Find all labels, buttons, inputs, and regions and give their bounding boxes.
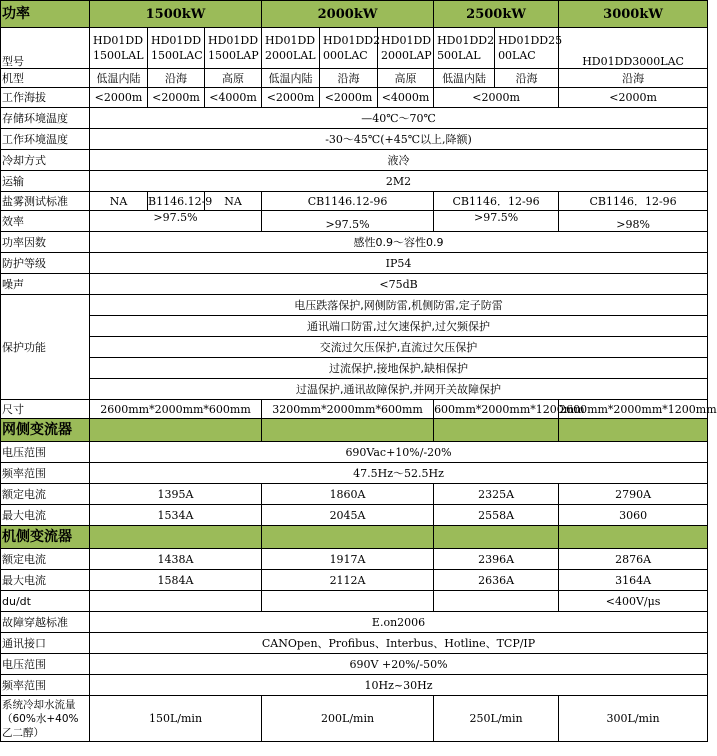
water-flow-row: [1, 696, 708, 742]
protection-functions-label: 保护功能: [1, 295, 90, 400]
type-cell: 沿海: [148, 69, 205, 88]
model-cell: HD01DD 1500LAP: [205, 28, 262, 69]
model-cell: HD01DD 2000LAL: [262, 28, 320, 69]
protection-function-row: [1, 358, 708, 379]
gen-freq-value: 10Hz~30Hz: [90, 675, 708, 696]
gen-rated-cell: 1917A: [262, 549, 434, 570]
cooling-row: [1, 150, 708, 171]
type-cell: 低温内陆: [90, 69, 148, 88]
grid-rated-cell: 2325A: [434, 484, 559, 505]
protection-grade-label: 防护等级: [1, 253, 90, 274]
power-label: 功率: [1, 1, 90, 28]
gen-rated-cell: 2396A: [434, 549, 559, 570]
comm-label: 通讯接口: [1, 633, 90, 654]
protection-function-row: [1, 379, 708, 400]
protection-function-row: [1, 295, 708, 316]
transport-row: [1, 171, 708, 192]
power-2500: 2500kW: [434, 1, 559, 28]
size-cell: 3200mm*2000mm*600mm: [262, 400, 434, 419]
storage-temp-label: 存储环境温度: [1, 108, 90, 129]
fault-label: 故障穿越标准: [1, 612, 90, 633]
water-flow-cell: 200L/min: [262, 696, 434, 742]
fault-value: E.on2006: [90, 612, 708, 633]
storage-temp-value: —40℃～70℃: [90, 108, 708, 129]
power-factor-value: 感性0.9～容性0.9: [90, 232, 708, 253]
power-2000: 2000kW: [262, 1, 434, 28]
model-cell: HD01DD2 500LAL: [434, 28, 495, 69]
gen-voltage-value: 690V +20%/-50%: [90, 654, 708, 675]
altitude-cell: <4000m: [378, 88, 434, 108]
type-cell: 低温内陆: [434, 69, 495, 88]
noise-label: 噪声: [1, 274, 90, 295]
gen-max-cell: 2636A: [434, 570, 559, 591]
power-factor-row: [1, 232, 708, 253]
salt-fog-cell: CB1146．12-96: [434, 192, 559, 211]
gen-rated-row: [1, 549, 708, 570]
gen-max-label: 最大电流: [1, 570, 90, 591]
water-flow-cell: 300L/min: [559, 696, 708, 742]
grid-voltage-label: 电压范围: [1, 442, 90, 463]
work-temp-value: -30～45℃(+45℃以上,降额): [90, 129, 708, 150]
altitude-cell: <4000m: [205, 88, 262, 108]
grid-max-label: 最大电流: [1, 505, 90, 526]
dudt-cell: [434, 591, 559, 612]
grid-rated-cell: 1860A: [262, 484, 434, 505]
protection-function-row: [1, 337, 708, 358]
efficiency-row: [1, 211, 708, 232]
model-cell: HD01DD 2000LAP: [378, 28, 434, 69]
efficiency-cell: >97.5%: [90, 211, 262, 232]
water-flow-cell: 250L/min: [434, 696, 559, 742]
gen-freq-row: [1, 675, 708, 696]
dudt-label: du/dt: [1, 591, 90, 612]
grid-max-cell: 1534A: [90, 505, 262, 526]
altitude-cell: <2000m: [148, 88, 205, 108]
salt-fog-row: [1, 192, 708, 211]
work-temp-row: [1, 129, 708, 150]
storage-temp-row: [1, 108, 708, 129]
salt-fog-label: 盐雾测试标准: [1, 192, 90, 211]
altitude-label: 工作海拔: [1, 88, 90, 108]
gen-voltage-row: [1, 654, 708, 675]
model-cell: HD01DD2 000LAC: [320, 28, 378, 69]
size-cell: 2600mm*2000mm*600mm: [90, 400, 262, 419]
salt-fog-cell: CB1146．12-96: [559, 192, 708, 211]
gen-freq-label: 频率范围: [1, 675, 90, 696]
grid-freq-row: [1, 463, 708, 484]
salt-fog-cell: CB1146.12-96: [262, 192, 434, 211]
work-temp-label: 工作环境温度: [1, 129, 90, 150]
grid-voltage-row: [1, 442, 708, 463]
water-flow-label: 系统冷却水流量（60%水+40%乙二醇）: [1, 696, 90, 742]
size-cell: 2600mm*2000mm*1200mm: [559, 400, 708, 419]
cooling-label: 冷却方式: [1, 150, 90, 171]
type-cell: 沿海: [495, 69, 559, 88]
altitude-row: [1, 88, 708, 108]
gen-max-cell: 3164A: [559, 570, 708, 591]
model-row: [1, 28, 708, 69]
type-cell: 沿海: [559, 69, 708, 88]
grid-voltage-value: 690Vac+10%/-20%: [90, 442, 708, 463]
protection-function-item: 电压跌落保护,网侧防雷,机侧防雷,定子防雷: [90, 295, 708, 316]
gen-section-row: [1, 526, 708, 549]
protection-function-item: 交流过欠压保护,直流过欠压保护: [90, 337, 708, 358]
protection-grade-value: IP54: [90, 253, 708, 274]
protection-function-item: 过温保护,通讯故障保护,并网开关故障保护: [90, 379, 708, 400]
dudt-row: [1, 591, 708, 612]
grid-max-cell: 3060: [559, 505, 708, 526]
altitude-cell: <2000m: [559, 88, 708, 108]
dudt-cell: [262, 591, 434, 612]
efficiency-cell: >97.5%: [262, 211, 434, 232]
type-cell: 高原: [378, 69, 434, 88]
salt-fog-cell: NA: [205, 192, 262, 211]
grid-rated-cell: 2790A: [559, 484, 708, 505]
comm-value: CANOpen、Profibus、Interbus、Hotline、TCP/IP: [90, 633, 708, 654]
size-label: 尺寸: [1, 400, 90, 419]
size-row: [1, 400, 708, 419]
transport-label: 运输: [1, 171, 90, 192]
power-header-row: [1, 1, 708, 28]
gen-voltage-label: 电压范围: [1, 654, 90, 675]
grid-max-cell: 2045A: [262, 505, 434, 526]
grid-section-title: 网侧变流器: [1, 419, 90, 442]
noise-row: [1, 274, 708, 295]
type-label: 机型: [1, 69, 90, 88]
comm-row: [1, 633, 708, 654]
protection-grade-row: [1, 253, 708, 274]
power-1500: 1500kW: [90, 1, 262, 28]
grid-section-row: [1, 419, 708, 442]
power-3000: 3000kW: [559, 1, 708, 28]
efficiency-cell: >97.5%: [434, 211, 559, 232]
altitude-cell: <2000m: [90, 88, 148, 108]
water-flow-cell: 150L/min: [90, 696, 262, 742]
dudt-cell: <400V/μs: [559, 591, 708, 612]
altitude-cell: <2000m: [262, 88, 320, 108]
model-label: 型号: [1, 28, 90, 69]
gen-max-cell: 1584A: [90, 570, 262, 591]
grid-max-cell: 2558A: [434, 505, 559, 526]
type-cell: 高原: [205, 69, 262, 88]
altitude-cell: <2000m: [320, 88, 378, 108]
model-cell: HD01DD25 00LAC: [495, 28, 559, 69]
type-cell: 低温内陆: [262, 69, 320, 88]
type-cell: 沿海: [320, 69, 378, 88]
efficiency-cell: >98%: [559, 211, 708, 232]
model-cell: HD01DD 1500LAC: [148, 28, 205, 69]
protection-function-row: [1, 316, 708, 337]
fault-row: [1, 612, 708, 633]
altitude-cell: <2000m: [434, 88, 559, 108]
grid-rated-cell: 1395A: [90, 484, 262, 505]
protection-function-item: 过流保护,接地保护,缺相保护: [90, 358, 708, 379]
grid-rated-row: [1, 484, 708, 505]
noise-value: <75dB: [90, 274, 708, 295]
salt-fog-cell: NA: [90, 192, 148, 211]
dudt-cell: [90, 591, 262, 612]
transport-value: 2M2: [90, 171, 708, 192]
grid-max-row: [1, 505, 708, 526]
gen-rated-cell: 1438A: [90, 549, 262, 570]
power-factor-label: 功率因数: [1, 232, 90, 253]
gen-rated-label: 额定电流: [1, 549, 90, 570]
grid-freq-value: 47.5Hz～52.5Hz: [90, 463, 708, 484]
gen-section-title: 机侧变流器: [1, 526, 90, 549]
model-cell: HD01DD3000LAC: [559, 28, 708, 69]
grid-rated-label: 额定电流: [1, 484, 90, 505]
grid-freq-label: 频率范围: [1, 463, 90, 484]
gen-max-row: [1, 570, 708, 591]
salt-fog-cell: B1146.12-9: [148, 192, 205, 211]
protection-function-item: 通讯端口防雷,过欠速保护,过欠频保护: [90, 316, 708, 337]
efficiency-label: 效率: [1, 211, 90, 232]
type-row: [1, 69, 708, 88]
size-cell: 600mm*2000mm*1200mm: [434, 400, 559, 419]
model-cell: HD01DD 1500LAL: [90, 28, 148, 69]
gen-rated-cell: 2876A: [559, 549, 708, 570]
gen-max-cell: 2112A: [262, 570, 434, 591]
cooling-value: 液冷: [90, 150, 708, 171]
